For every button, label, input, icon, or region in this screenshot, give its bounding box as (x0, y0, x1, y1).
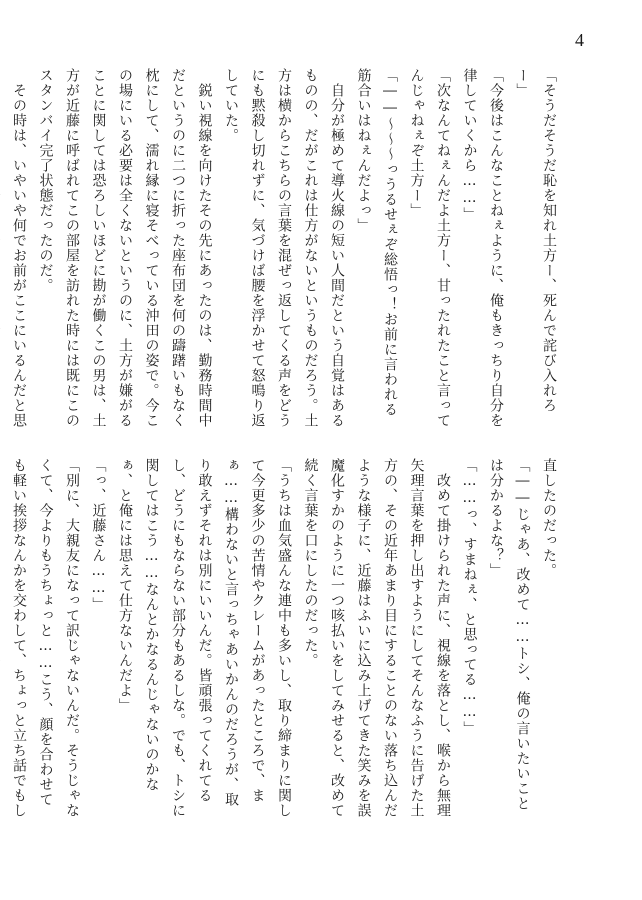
text-block-top: 「そうだそうだ恥を知れ土方ー、死んで詫び入れろー」 「今後はこんなことねぇように、俺もきっちり自分を律していくから……」 「次なんてねぇんだよ土方ー、甘ったれたこと言ってんじゃねぇぞ土方ー」 「――〜〜〜っうるせぇぞ総悟っ！お前に言われる筋合いはねぇんだよっ」 自分が極めて導火線の短い人間だという自覚はあるものの、だがこれは仕方がないというものだろう。土方は横からこちらの言葉を混ぜっ返してくる声をどうにも黙殺し切れずに、気づけば腰を浮かせて怒鳴り返していた。 鋭い視線を向けたその先にあったのは、勤務時間中だというのに二つに折った座布団を何の躊躇いもなく枕にして、濡れ縁に寝そべっている沖田の姿で。今この場にいる必要は全くないというのに、土方が嫌がることに関しては恐ろしいほどに勘が働くこの男は、土方が近藤に呼ばれてこの部屋を訪れた時には既にこのスタンバイ完了状態だったのだ。 その時は、いやいや何でお前がここにいるんだと思 (11, 68, 557, 428)
text-block-bottom: 直したのだった。 「――じゃあ、改めて……トシ、俺の言いたいことは分かるよな？」 「……っ、すまねぇ、と思ってる……」 改めて掛けられた声に、視線を落とし、喉から無理矢理言葉を押し出すようにしてそんなふうに告げた土方の、その近年あまり目にすることのない落ち込んだような様子に、近藤はふいに込み上げてきた笑みを誤魔化すかのように一つ咳払いをしてみせると、改めて続く言葉を口にしたのだった。 「うちは血気盛んな連中も多いし、取り締まりに関して今更多少の苦情やクレームがあったところで、まぁ……構わないと言っちゃあいかんのだろうが、取り敢えずそれは別にいいんだ。皆頑張ってくれてるし、どうにもならない部分もあるしな。でも、トシに関してはこう……なんとかなるんじゃないのかなぁ、と俺には思えて仕方ないんだよ」 「っ、近藤さん……」 「別に、大親友になって訳じゃないんだ。そうじゃなくて、今よりもうちょっと……こう、顔を合わせても軽い挨拶なんかを交わして、ちょっと立ち話でもし (11, 458, 557, 818)
page-number: 4 (575, 30, 584, 50)
